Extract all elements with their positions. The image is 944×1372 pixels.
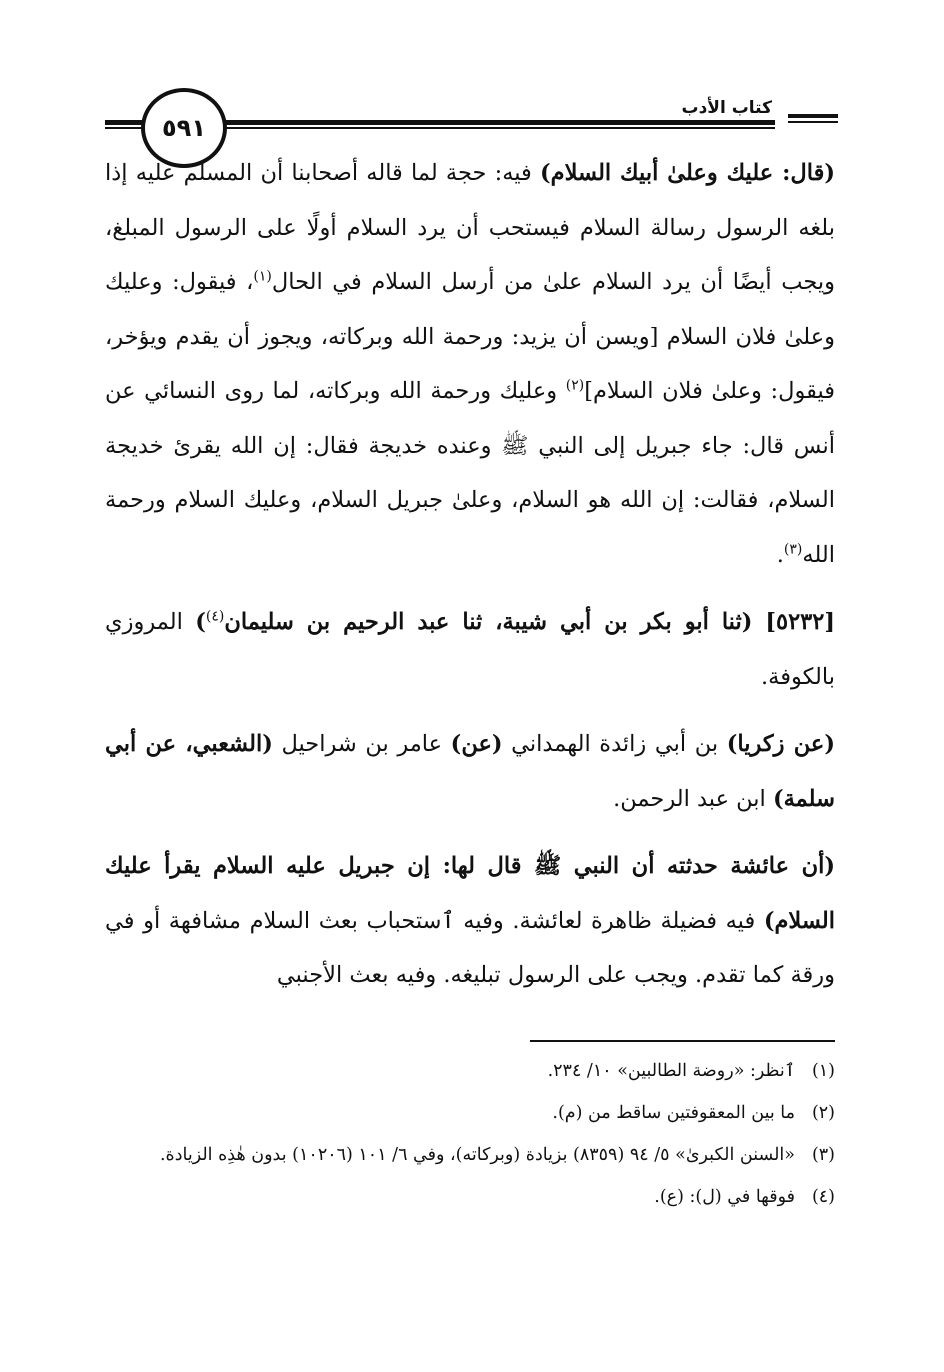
footnote-ref-2[interactable]: (٢) [565, 377, 585, 394]
hadith-text: (أن عائشة حدثته أن النبي ﷺ قال لها: إن جبريل عليه السلام يقرأ عليك السلام) [105, 853, 835, 934]
footnote-2 [105, 1094, 835, 1132]
page-number: ٥٩١ [141, 88, 227, 168]
footnote-text: ٱنظر: «روضة الطالبين» ١٠/ ٢٣٤. [547, 1061, 795, 1081]
text-run: فيه: حجة لما قاله أصحابنا أن المسلم عليه إذا بلغه الرسول رسالة السلام فيستحب أن يرد السلام أولًا على الرسول المبلغ، ويجب أيضًا أن يرد السلام علىٰ من أرسل السلام في الحال [105, 160, 835, 295]
hadith-chain-close: ) [195, 609, 206, 635]
quote-lead: (قال: عليك وعلىٰ أبيك السلام) [540, 160, 835, 186]
main-text [105, 146, 835, 1003]
text-run: ابن عبد الرحمن. [613, 785, 773, 812]
running-title: كتاب الأدب [673, 98, 780, 118]
footnote-3 [105, 1136, 835, 1174]
header-rule-main-thin [215, 127, 775, 129]
footnote-text: «السنن الكبرىٰ» ٥/ ٩٤ (٨٣٥٩) بزيادة (وبركاته)، وفي ٦/ ١٠١ (١٠٢٠٦) بدون هٰذِه الزيادة. [159, 1145, 795, 1165]
footnote-separator [530, 1040, 835, 1042]
narrator-name: (عن زكريا) [726, 731, 835, 757]
text-run: عامر بن شراحيل [272, 731, 451, 757]
paragraph-2 [105, 595, 835, 704]
paragraph-3 [105, 717, 835, 826]
narrator-link: (عن) [450, 731, 503, 757]
footnote-number: (٤) [811, 1187, 835, 1207]
footnote-1 [105, 1052, 835, 1090]
footnote-number: (٣) [811, 1145, 835, 1165]
text-run: وعليك ورحمة الله وبركاته، لما روى النسائي عن أنس قال: جاء جبريل إلى النبي ﷺ وعنده خديجة فقال: إن الله يقرئ خديجة السلام، فقالت: إن الله هو السلام، وعلىٰ جبريل السلام، وعليك السلام ورحمة الله [105, 378, 835, 568]
text-run: بن أبي زائدة الهمداني [502, 731, 727, 757]
footnote-ref-1[interactable]: (١) [253, 268, 272, 285]
footnote-ref-3[interactable]: (٣) [783, 541, 803, 557]
text-run: . [776, 541, 784, 568]
footnote-number: (١) [811, 1061, 835, 1081]
footnotes [105, 1052, 835, 1220]
hadith-chain: [٥٢٣٢] (ثنا أبو بكر بن أبي شيبة، ثنا عبد الرحيم بن سليمان [224, 609, 835, 635]
footnote-ref-4[interactable]: (٤) [205, 608, 225, 625]
paragraph-1 [105, 146, 835, 582]
header-rule-main [215, 120, 775, 125]
footnote-text: ما بين المعقوفتين ساقط من (م). [552, 1103, 795, 1123]
header-rule-left-thin [105, 127, 145, 129]
text-run: ، فيقول: وعليك وعلىٰ فلان السلام [ويسن أن يزيد: ورحمة الله وبركاته، ويجوز أن يقدم ويؤخر، فيقول: وعلىٰ فلان السلام] [105, 269, 835, 404]
header-rule-right-thin [788, 121, 838, 123]
footnote-4 [105, 1178, 835, 1216]
text-run: فيه فضيلة ظاهرة لعائشة. وفيه ٱستحباب بعث السلام مشافهة أو في ورقة كما تقدم. ويجب على الرسول تبليغه. وفيه بعث الأجنبي [105, 907, 835, 988]
footnote-text: فوقها في (ل): (ع). [654, 1187, 795, 1207]
narrator-name: (الشعبي، عن أبي سلمة) [105, 731, 835, 812]
paragraph-4 [105, 839, 835, 1003]
header-rule-right [788, 114, 838, 118]
header-rule-left [105, 120, 145, 125]
text-run: المروزي بالكوفة. [105, 609, 835, 690]
footnote-number: (٢) [811, 1103, 835, 1123]
